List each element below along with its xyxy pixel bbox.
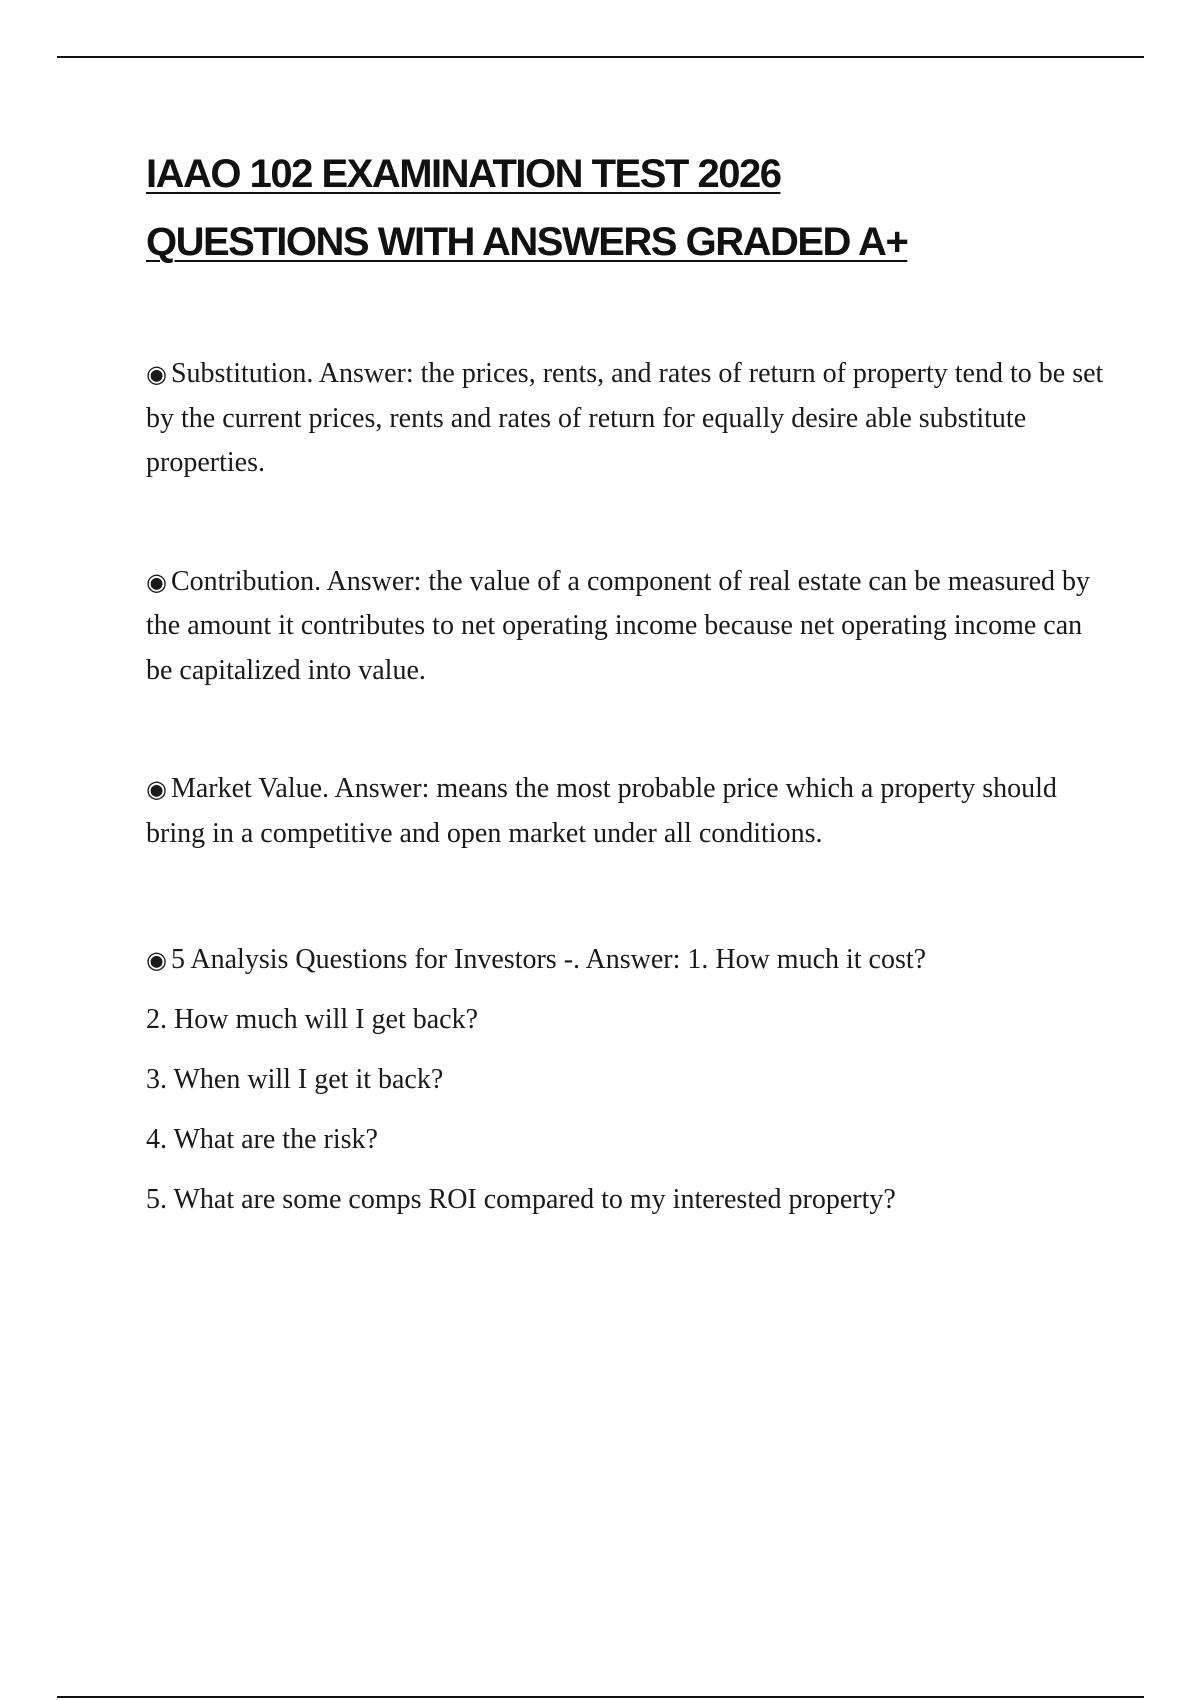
qa-item-substitution [146,352,1106,486]
radio-bullet-icon: ◉ [146,775,167,803]
title-line: IAAO 102 EXAMINATION TEST 2026 [146,152,781,196]
answer-line: 5. What are some comps ROI compared to my interested property? [146,1184,896,1215]
answer-line: 3. When will I get it back? [146,1064,444,1095]
document-title [146,140,1106,276]
qa-text: Substitution. Answer: the prices, rents, and rates of return of property tend to be set by the current prices, rents and rates of return for equally desire able substitute properties. [146,358,1104,478]
qa-item-investor-questions [146,930,1106,1230]
radio-bullet-icon: ◉ [146,567,167,596]
radio-bullet-icon: ◉ [146,360,167,388]
document-page [146,140,1106,1230]
qa-item-market-value [146,767,1106,856]
top-divider [57,56,1144,58]
qa-text: Market Value. Answer: means the most probable price which a property should bring in a competitive and open market under all conditions. [146,773,1057,849]
radio-bullet-icon: ◉ [146,946,167,974]
qa-text: Contribution. Answer: the value of a component of real estate can be measured by the amount it contributes to net operating income because net operating income can be capitalized into value. [146,565,1090,686]
answer-line: 2. How much will I get back? [146,1004,479,1035]
qa-question-line [146,930,1106,990]
qa-item-contribution [146,560,1106,694]
qa-text: 5 Analysis Questions for Investors -. Answer: 1. How much it cost? [170,944,927,975]
title-line: QUESTIONS WITH ANSWERS GRADED A+ [146,220,908,264]
bottom-divider [57,1696,1144,1698]
answer-line: 4. What are the risk? [146,1124,378,1155]
question-answer-list [146,352,1106,1230]
